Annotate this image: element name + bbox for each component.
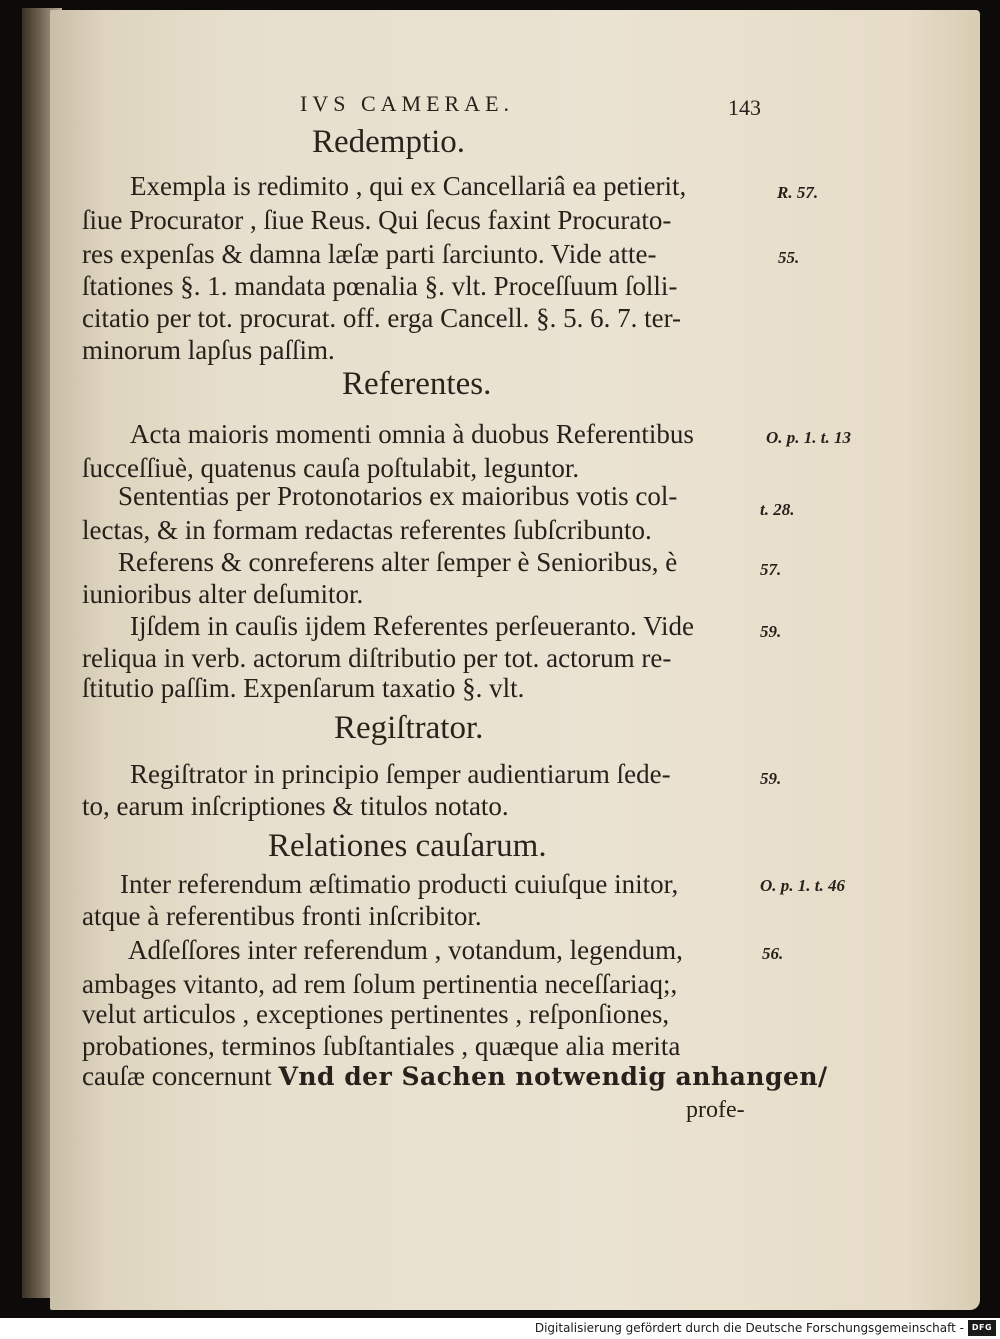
- text-line: Regiſtrator in principio ſemper audientiarum ſede-: [130, 759, 671, 789]
- text-line: to, earum inſcriptiones & titulos notato.: [82, 791, 509, 821]
- text-line: Acta maioris momenti omnia à duobus Referentibus: [130, 419, 694, 449]
- text-line: Exempla is redimito , qui ex Cancellariâ ea petierit,: [130, 171, 687, 201]
- margin-note: 57.: [760, 560, 782, 579]
- text-line: Sententias per Protonotarios ex maioribus votis col-: [118, 481, 678, 511]
- text-line: Adſeſſores inter referendum , votandum, legendum,: [128, 935, 683, 965]
- text-line: cauſæ concernunt: [82, 1061, 272, 1091]
- text-line: Referens & conreferens alter ſemper è Senioribus, è: [118, 547, 678, 577]
- text-line: res expenſas & damna læſæ parti ſarciunto. Vide atte-: [82, 239, 657, 269]
- margin-note: O. p. 1. t. 13: [766, 428, 851, 447]
- text-line: Ijſdem in cauſis ijdem Referentes perſeueranto. Vide: [130, 611, 694, 641]
- running-head: IVS CAMERAE.: [300, 91, 515, 116]
- margin-note: 55.: [778, 248, 800, 267]
- margin-note: 59.: [760, 622, 782, 641]
- section-heading-registrator: Regiſtrator.: [334, 710, 484, 746]
- text-line: ſucceſſiuè, quatenus cauſa poſtulabit, leguntor.: [82, 453, 580, 483]
- text-line-with-fraktur: [82, 1060, 828, 1093]
- page-number: 143: [728, 95, 761, 120]
- dfg-logo: DFG: [968, 1320, 996, 1336]
- text-line: ſiue Procurator , ſiue Reus. Qui ſecus faxint Procurato-: [82, 205, 672, 235]
- text-line: atque à referentibus fronti inſcribitor.: [82, 901, 482, 931]
- margin-note: t. 28.: [760, 500, 795, 519]
- text-line: velut articulos , exceptiones pertinentes , reſponſiones,: [82, 999, 670, 1029]
- margin-note: 59.: [760, 769, 782, 788]
- text-line: ambages vitanto, ad rem ſolum pertinentia neceſſariaq;,: [82, 969, 678, 999]
- margin-note: R. 57.: [777, 183, 819, 202]
- text-line: iunioribus alter deſumitor.: [82, 579, 364, 609]
- section-heading-referentes: Referentes.: [342, 366, 492, 402]
- catchword: profe-: [686, 1097, 745, 1123]
- margin-note: 56.: [762, 944, 784, 963]
- text-line: citatio per tot. procurat. off. erga Cancell. §. 5. 6. 7. ter-: [82, 303, 682, 333]
- text-line: ſtitutio paſſim. Expenſarum taxatio §. vlt.: [82, 673, 525, 703]
- footer-bar: [0, 1318, 1000, 1339]
- section-heading-relationes-causarum: Relationes cauſarum.: [268, 828, 547, 864]
- text-line: reliqua in verb. actorum diſtributio per tot. actorum re-: [82, 643, 672, 673]
- text-line: minorum lapſus paſſim.: [82, 335, 335, 365]
- text-line: ſtationes §. 1. mandata pœnalia §. vlt. Proceſſuum ſolli-: [82, 271, 678, 301]
- text-line: probationes, terminos ſubſtantiales , quæque alia merita: [82, 1031, 681, 1061]
- funding-credit: Digitalisierung gefördert durch die Deutsche Forschungsgemeinschaft -: [534, 1321, 964, 1335]
- section-heading-redemptio: Redemptio.: [312, 124, 466, 160]
- fraktur-text: Vnd der Sachen notwendig anhangen/: [278, 1062, 828, 1091]
- text-line: Inter referendum æſtimatio producti cuiuſque initor,: [120, 869, 679, 899]
- margin-note: O. p. 1. t. 46: [760, 876, 845, 895]
- text-line: lectas, & in formam redactas referentes ſubſcribunto.: [82, 515, 652, 545]
